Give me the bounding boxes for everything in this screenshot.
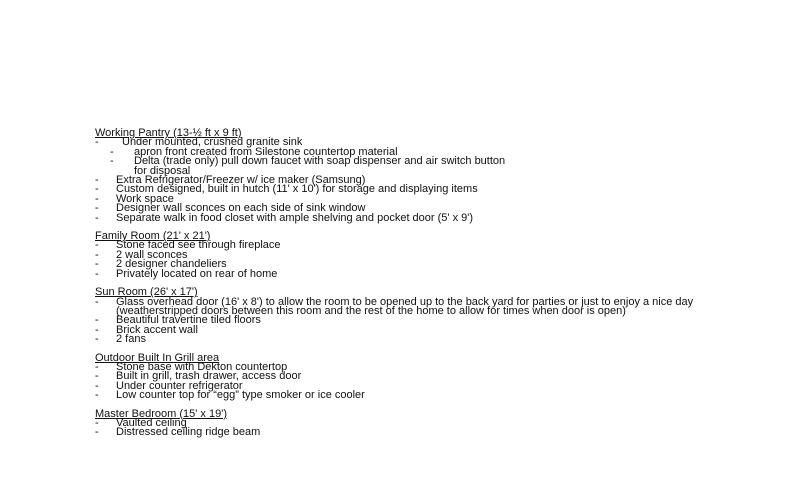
- list-item: [95, 241, 735, 250]
- list-item-text: Under mounted, crushed granite sink: [122, 136, 303, 149]
- list-item: [95, 323, 735, 336]
- dash-bullet: -: [95, 192, 99, 205]
- list-item-text: Extra Refrigerator/Freezer w/ ice maker (Samsung): [116, 174, 366, 187]
- dash-bullet: -: [95, 295, 99, 308]
- list-item: [95, 335, 735, 344]
- dash-bullet: -: [95, 314, 99, 327]
- section: [95, 351, 735, 402]
- dash-bullet: -: [95, 379, 99, 392]
- dash-bullet: -: [95, 202, 99, 215]
- dash-bullet: -: [95, 370, 99, 383]
- heading-label: Working Pantry: [95, 127, 170, 139]
- dash-bullet: -: [95, 211, 99, 224]
- dash-bullet: -: [110, 155, 114, 168]
- list-item: [95, 391, 735, 400]
- list-item: [95, 157, 735, 166]
- list-item: [95, 185, 735, 194]
- list-item-text: Designer wall sconces on each side of sink window: [116, 202, 366, 215]
- list-item-text: 2 designer chandeliers: [116, 258, 227, 271]
- dash-bullet: -: [95, 389, 99, 402]
- list-item-text: Stone faced see through fireplace: [116, 239, 281, 252]
- dash-bullet: -: [95, 258, 99, 271]
- list-item-text: Glass overhead door (16' x 8') to allow the room to be opened up to the back yard for parties or just to enjoy a nice day (weatherstripped doors between this room and the rest of the home to allow for times when door is open): [116, 295, 694, 317]
- list-item: [95, 428, 735, 437]
- list-item-text: Vaulted ceiling: [116, 416, 187, 429]
- list-item-text: Work space: [116, 192, 174, 205]
- dash-bullet: -: [95, 248, 99, 261]
- heading-dimensions: (15' x 19'): [179, 407, 227, 420]
- list-item-text: Under counter refrigerator: [116, 379, 243, 392]
- list-item-text: Distressed ceiling ridge beam: [116, 426, 261, 439]
- dash-bullet: -: [95, 267, 99, 280]
- section: [95, 129, 735, 223]
- list-item: [95, 211, 735, 224]
- dash-bullet: -: [95, 333, 99, 346]
- list-item-text: 2 wall sconces: [116, 248, 188, 261]
- heading-label: Sun Room: [95, 286, 147, 299]
- dash-bullet: -: [95, 174, 99, 187]
- heading-label: Family Room: [95, 230, 160, 243]
- heading-dimensions: (21' x 21'): [162, 230, 211, 243]
- dash-bullet: -: [95, 416, 99, 429]
- document-page: [95, 129, 735, 447]
- section: [95, 407, 735, 439]
- heading-dimensions: (26' x 17'): [150, 286, 198, 299]
- heading-label: Master Bedroom: [95, 407, 177, 420]
- list-item-text: Delta (trade only) pull down faucet with soap dispenser and air switch button: [134, 155, 506, 168]
- list-item-text: apron front created from Silestone countertop material: [134, 145, 398, 158]
- dash-bullet: -: [95, 323, 99, 336]
- list-item-text: Built in grill, trash drawer, access door: [116, 370, 302, 383]
- heading-label: Outdoor Built In Grill area: [95, 351, 220, 364]
- dash-bullet: -: [95, 426, 99, 439]
- list-item-text: for disposal: [134, 164, 191, 177]
- heading-dimensions: (13-½ ft x 9 ft): [173, 127, 242, 139]
- list-item-text: Brick accent wall: [116, 323, 198, 336]
- list-item-text: Custom designed, built in hutch (11' x 10') for storage and displaying items: [116, 183, 478, 196]
- dash-bullet: -: [95, 360, 99, 373]
- dash-bullet: -: [95, 183, 99, 196]
- list-item-text: Stone base with Dekton countertop: [116, 360, 288, 373]
- section: [95, 232, 735, 279]
- list-item-text: Beautiful travertine tiled floors: [116, 314, 261, 327]
- section: [95, 288, 735, 344]
- dash-bullet: -: [110, 145, 114, 158]
- dash-bullet: -: [95, 136, 99, 149]
- list-item-text: 2 fans: [116, 333, 146, 346]
- list-item-text: Low counter top for “egg” type smoker or ice cooler: [116, 389, 365, 402]
- list-item: [95, 267, 735, 280]
- list-item-text: Privately located on rear of home: [116, 267, 278, 280]
- list-item-text: Separate walk in food closet with ample shelving and pocket door (5' x 9'): [116, 211, 474, 224]
- section-heading: [95, 407, 735, 420]
- dash-bullet: -: [95, 239, 99, 252]
